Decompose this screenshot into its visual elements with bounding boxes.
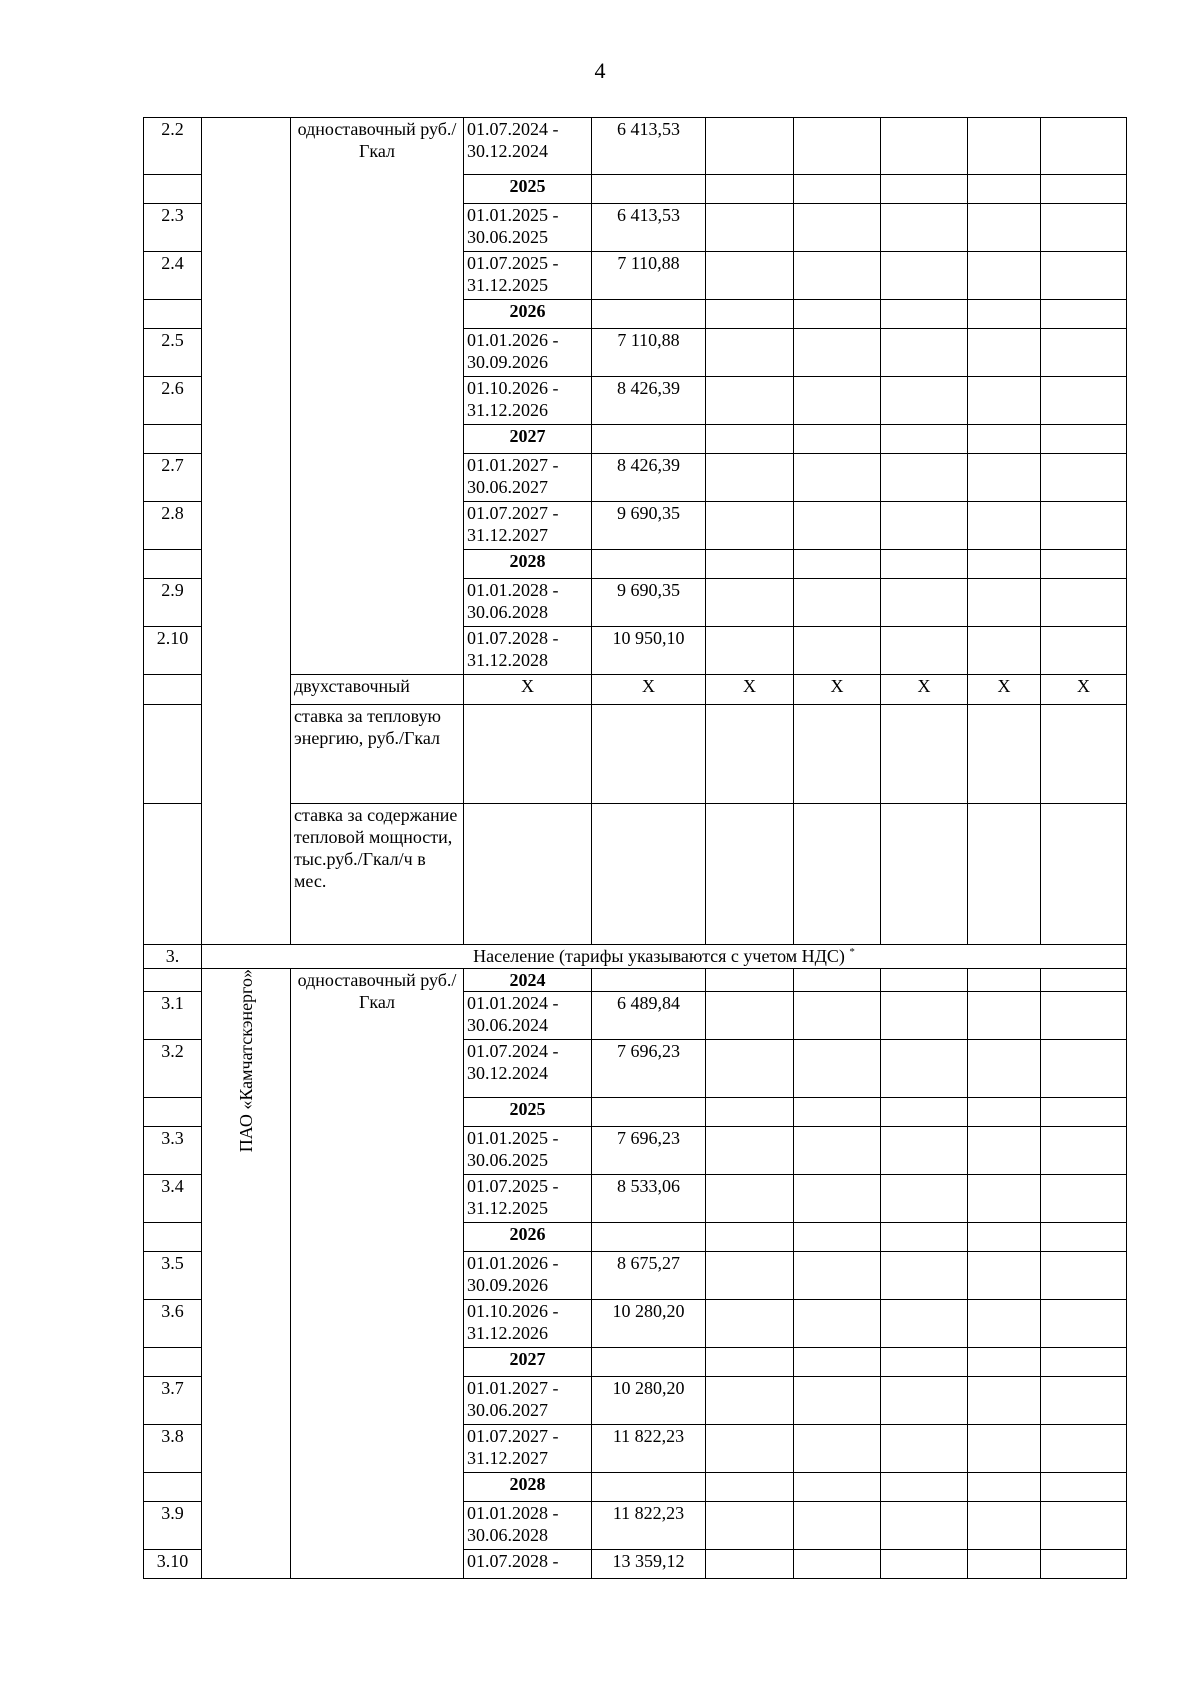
- empty-cell: [1041, 627, 1127, 675]
- row-number: 2.9: [144, 579, 202, 627]
- period: 01.07.2024 - 30.12.2024: [464, 118, 592, 175]
- x-mark: X: [881, 675, 968, 705]
- row-number: [144, 675, 202, 705]
- empty-cell: [592, 1348, 706, 1377]
- table-row: [144, 118, 1127, 175]
- empty-cell: [881, 1127, 968, 1175]
- empty-cell: [881, 1175, 968, 1223]
- empty-cell: [881, 425, 968, 454]
- empty-cell: [881, 992, 968, 1040]
- tariff-value: 11 822,23: [592, 1425, 706, 1473]
- empty-cell: [794, 804, 881, 945]
- empty-cell: [1041, 502, 1127, 550]
- tariff-value: 7 110,88: [592, 252, 706, 300]
- empty-cell: [592, 425, 706, 454]
- empty-cell: [794, 1300, 881, 1348]
- empty-cell: [881, 204, 968, 252]
- empty-cell: [706, 1348, 794, 1377]
- empty-cell: [881, 1300, 968, 1348]
- tariff-value: 7 110,88: [592, 329, 706, 377]
- empty-cell: [881, 1252, 968, 1300]
- empty-cell: [794, 1175, 881, 1223]
- tariff-value: 7 696,23: [592, 1040, 706, 1098]
- empty-cell: [1041, 252, 1127, 300]
- empty-cell: [706, 1425, 794, 1473]
- empty-cell: [794, 425, 881, 454]
- empty-cell: [592, 804, 706, 945]
- period: 01.07.2027 - 31.12.2027: [464, 502, 592, 550]
- tariff-value: 9 690,35: [592, 579, 706, 627]
- empty-cell: [968, 329, 1041, 377]
- empty-cell: [706, 804, 794, 945]
- row-number: 3.6: [144, 1300, 202, 1348]
- empty-cell: [968, 1550, 1041, 1579]
- year-label: 2025: [464, 1098, 592, 1127]
- empty-cell: [794, 118, 881, 175]
- tariff-table: [143, 117, 1127, 1579]
- period: 01.07.2025 - 31.12.2025: [464, 1175, 592, 1223]
- empty-cell: [881, 1502, 968, 1550]
- empty-cell: [794, 1040, 881, 1098]
- organization-cell: [202, 969, 291, 1579]
- empty-cell: [881, 1098, 968, 1127]
- empty-cell: [968, 550, 1041, 579]
- x-mark: X: [706, 675, 794, 705]
- empty-cell: [968, 252, 1041, 300]
- period: 01.01.2026 - 30.09.2026: [464, 329, 592, 377]
- empty-cell: [794, 1550, 881, 1579]
- empty-cell: [968, 705, 1041, 804]
- empty-cell: [968, 1300, 1041, 1348]
- empty-cell: [1041, 1175, 1127, 1223]
- tariff-value: 8 675,27: [592, 1252, 706, 1300]
- empty-cell: [592, 1223, 706, 1252]
- two-rate-label: двухставочный: [291, 675, 464, 705]
- empty-cell: [592, 705, 706, 804]
- row-number: [144, 1473, 202, 1502]
- empty-cell: [968, 425, 1041, 454]
- empty-cell: [881, 1223, 968, 1252]
- empty-cell: [968, 502, 1041, 550]
- year-label: 2024: [464, 969, 592, 992]
- empty-cell: [706, 1040, 794, 1098]
- period: 01.01.2028 - 30.06.2028: [464, 579, 592, 627]
- footnote-mark: *: [849, 946, 855, 958]
- empty-cell: [1041, 969, 1127, 992]
- empty-cell: [706, 1098, 794, 1127]
- row-number: [144, 425, 202, 454]
- empty-cell: [881, 377, 968, 425]
- empty-cell: [706, 1127, 794, 1175]
- empty-cell: [881, 118, 968, 175]
- empty-cell: [1041, 1223, 1127, 1252]
- tariff-type: одноставочный руб./Гкал: [291, 118, 464, 675]
- empty-cell: [794, 550, 881, 579]
- empty-cell: [968, 1127, 1041, 1175]
- empty-cell: [794, 329, 881, 377]
- empty-cell: [968, 1502, 1041, 1550]
- empty-cell: [706, 1300, 794, 1348]
- empty-cell: [794, 204, 881, 252]
- empty-cell: [464, 705, 592, 804]
- empty-cell: [706, 377, 794, 425]
- tariff-type: одноставочный руб./Гкал: [291, 969, 464, 1579]
- empty-cell: [1041, 1550, 1127, 1579]
- empty-cell: [794, 175, 881, 204]
- empty-cell: [464, 804, 592, 945]
- organization-name: ПАО «Камчатскэнерго»: [236, 969, 256, 1153]
- row-number: 2.5: [144, 329, 202, 377]
- empty-cell: [1041, 550, 1127, 579]
- empty-cell: [881, 1473, 968, 1502]
- empty-cell: [592, 1473, 706, 1502]
- empty-cell: [881, 1425, 968, 1473]
- period: 01.07.2027 - 31.12.2027: [464, 1425, 592, 1473]
- empty-cell: [881, 969, 968, 992]
- empty-cell: [794, 627, 881, 675]
- period: 01.01.2028 - 30.06.2028: [464, 1502, 592, 1550]
- empty-cell: [881, 627, 968, 675]
- row-number: 3.1: [144, 992, 202, 1040]
- empty-cell: [881, 579, 968, 627]
- empty-cell: [1041, 1040, 1127, 1098]
- empty-cell: [706, 1223, 794, 1252]
- empty-cell: [1041, 804, 1127, 945]
- empty-cell: [881, 329, 968, 377]
- empty-cell: [881, 550, 968, 579]
- empty-cell: [706, 1473, 794, 1502]
- row-number: [144, 969, 202, 992]
- x-mark: X: [794, 675, 881, 705]
- empty-cell: [881, 502, 968, 550]
- empty-cell: [794, 992, 881, 1040]
- empty-cell: [706, 1550, 794, 1579]
- organization-cell: [202, 118, 291, 945]
- row-number: 3.2: [144, 1040, 202, 1098]
- empty-cell: [881, 804, 968, 945]
- empty-cell: [881, 1377, 968, 1425]
- year-row: [144, 969, 1127, 992]
- row-number: 3.9: [144, 1502, 202, 1550]
- empty-cell: [794, 300, 881, 329]
- empty-cell: [1041, 377, 1127, 425]
- empty-cell: [794, 969, 881, 992]
- empty-cell: [968, 579, 1041, 627]
- page-number: 4: [594, 58, 606, 83]
- empty-cell: [706, 1252, 794, 1300]
- row-number: [144, 804, 202, 945]
- empty-cell: [794, 1098, 881, 1127]
- row-number: 3.7: [144, 1377, 202, 1425]
- empty-cell: [1041, 1252, 1127, 1300]
- period: 01.01.2025 - 30.06.2025: [464, 204, 592, 252]
- year-label: 2026: [464, 300, 592, 329]
- row-number: [144, 175, 202, 204]
- empty-cell: [706, 705, 794, 804]
- tariff-value: 6 413,53: [592, 118, 706, 175]
- empty-cell: [1041, 579, 1127, 627]
- row-number: 3.10: [144, 1550, 202, 1579]
- two-rate-label: ставка за содержание тепловой мощности, тыс.руб./Гкал/ч в мес.: [291, 804, 464, 945]
- empty-cell: [968, 804, 1041, 945]
- row-number: [144, 300, 202, 329]
- empty-cell: [1041, 454, 1127, 502]
- tariff-value: 10 950,10: [592, 627, 706, 675]
- two-rate-label: ставка за тепловую энергию, руб./Гкал: [291, 705, 464, 804]
- empty-cell: [968, 1098, 1041, 1127]
- empty-cell: [794, 1223, 881, 1252]
- empty-cell: [881, 705, 968, 804]
- tariff-value: 8 533,06: [592, 1175, 706, 1223]
- empty-cell: [968, 204, 1041, 252]
- row-number: [144, 1348, 202, 1377]
- year-label: 2027: [464, 1348, 592, 1377]
- tariff-value: 9 690,35: [592, 502, 706, 550]
- period: 01.07.2024 - 30.12.2024: [464, 1040, 592, 1098]
- empty-cell: [794, 502, 881, 550]
- empty-cell: [706, 1175, 794, 1223]
- empty-cell: [968, 969, 1041, 992]
- empty-cell: [968, 1223, 1041, 1252]
- empty-cell: [881, 454, 968, 502]
- empty-cell: [794, 252, 881, 300]
- tariff-value: 7 696,23: [592, 1127, 706, 1175]
- empty-cell: [1041, 1502, 1127, 1550]
- empty-cell: [1041, 329, 1127, 377]
- x-mark: X: [968, 675, 1041, 705]
- row-number: 3.4: [144, 1175, 202, 1223]
- empty-cell: [968, 1473, 1041, 1502]
- empty-cell: [706, 300, 794, 329]
- empty-cell: [706, 118, 794, 175]
- empty-cell: [968, 1377, 1041, 1425]
- period: 01.01.2024 - 30.06.2024: [464, 992, 592, 1040]
- row-number: 2.7: [144, 454, 202, 502]
- empty-cell: [794, 454, 881, 502]
- row-number: 2.8: [144, 502, 202, 550]
- empty-cell: [1041, 1348, 1127, 1377]
- row-number: 2.2: [144, 118, 202, 175]
- tariff-value: 11 822,23: [592, 1502, 706, 1550]
- empty-cell: [706, 992, 794, 1040]
- x-mark: X: [464, 675, 592, 705]
- empty-cell: [1041, 1473, 1127, 1502]
- period: 01.10.2026 - 31.12.2026: [464, 1300, 592, 1348]
- empty-cell: [968, 1252, 1041, 1300]
- year-label: 2028: [464, 550, 592, 579]
- row-number: 2.6: [144, 377, 202, 425]
- empty-cell: [794, 1502, 881, 1550]
- empty-cell: [1041, 1425, 1127, 1473]
- empty-cell: [592, 1098, 706, 1127]
- empty-cell: [794, 1425, 881, 1473]
- empty-cell: [881, 252, 968, 300]
- empty-cell: [794, 1473, 881, 1502]
- empty-cell: [968, 377, 1041, 425]
- empty-cell: [1041, 175, 1127, 204]
- empty-cell: [881, 300, 968, 329]
- period: 01.10.2026 - 31.12.2026: [464, 377, 592, 425]
- empty-cell: [706, 329, 794, 377]
- empty-cell: [968, 1348, 1041, 1377]
- row-number: [144, 550, 202, 579]
- empty-cell: [968, 992, 1041, 1040]
- row-number: [144, 1223, 202, 1252]
- tariff-value: 10 280,20: [592, 1300, 706, 1348]
- empty-cell: [706, 425, 794, 454]
- tariff-value: 13 359,12: [592, 1550, 706, 1579]
- row-number: [144, 1098, 202, 1127]
- tariff-value: 8 426,39: [592, 454, 706, 502]
- section-header-row: [144, 945, 1127, 969]
- empty-cell: [706, 969, 794, 992]
- empty-cell: [968, 118, 1041, 175]
- empty-cell: [706, 1377, 794, 1425]
- section-title: Население (тарифы указываются с учетом НДС): [473, 946, 845, 966]
- empty-cell: [968, 1175, 1041, 1223]
- empty-cell: [794, 1252, 881, 1300]
- tariff-value: 6 489,84: [592, 992, 706, 1040]
- row-number: 2.4: [144, 252, 202, 300]
- empty-cell: [794, 705, 881, 804]
- year-label: 2028: [464, 1473, 592, 1502]
- period: 01.07.2028 -: [464, 1550, 592, 1579]
- empty-cell: [968, 175, 1041, 204]
- empty-cell: [1041, 300, 1127, 329]
- row-number: 3.8: [144, 1425, 202, 1473]
- two-rate-row: [144, 675, 1127, 705]
- empty-cell: [1041, 992, 1127, 1040]
- empty-cell: [1041, 1098, 1127, 1127]
- row-number: [144, 705, 202, 804]
- period: 01.07.2025 - 31.12.2025: [464, 252, 592, 300]
- empty-cell: [794, 1348, 881, 1377]
- period: 01.01.2027 - 30.06.2027: [464, 1377, 592, 1425]
- empty-cell: [881, 1348, 968, 1377]
- empty-cell: [706, 204, 794, 252]
- empty-cell: [706, 252, 794, 300]
- empty-cell: [1041, 705, 1127, 804]
- empty-cell: [1041, 118, 1127, 175]
- tariff-value: 8 426,39: [592, 377, 706, 425]
- empty-cell: [881, 1550, 968, 1579]
- tariff-value: 10 280,20: [592, 1377, 706, 1425]
- empty-cell: [706, 454, 794, 502]
- x-mark: X: [1041, 675, 1127, 705]
- section-number: 3.: [144, 945, 202, 969]
- empty-cell: [794, 579, 881, 627]
- year-label: 2025: [464, 175, 592, 204]
- empty-cell: [794, 1127, 881, 1175]
- empty-cell: [968, 627, 1041, 675]
- empty-cell: [1041, 1300, 1127, 1348]
- empty-cell: [706, 627, 794, 675]
- tariff-value: 6 413,53: [592, 204, 706, 252]
- row-number: 3.5: [144, 1252, 202, 1300]
- empty-cell: [968, 454, 1041, 502]
- empty-cell: [706, 550, 794, 579]
- two-rate-row: [144, 705, 1127, 804]
- row-number: 3.3: [144, 1127, 202, 1175]
- year-label: 2026: [464, 1223, 592, 1252]
- empty-cell: [881, 175, 968, 204]
- empty-cell: [881, 1040, 968, 1098]
- empty-cell: [794, 1377, 881, 1425]
- period: 01.01.2026 - 30.09.2026: [464, 1252, 592, 1300]
- empty-cell: [968, 1425, 1041, 1473]
- empty-cell: [968, 300, 1041, 329]
- empty-cell: [592, 300, 706, 329]
- empty-cell: [592, 550, 706, 579]
- period: 01.01.2025 - 30.06.2025: [464, 1127, 592, 1175]
- empty-cell: [1041, 204, 1127, 252]
- empty-cell: [794, 377, 881, 425]
- row-number: 2.3: [144, 204, 202, 252]
- empty-cell: [1041, 425, 1127, 454]
- empty-cell: [706, 502, 794, 550]
- empty-cell: [592, 175, 706, 204]
- row-number: 2.10: [144, 627, 202, 675]
- x-mark: X: [592, 675, 706, 705]
- period: 01.07.2028 - 31.12.2028: [464, 627, 592, 675]
- empty-cell: [1041, 1377, 1127, 1425]
- period: 01.01.2027 - 30.06.2027: [464, 454, 592, 502]
- two-rate-row: [144, 804, 1127, 945]
- empty-cell: [968, 1040, 1041, 1098]
- empty-cell: [706, 579, 794, 627]
- section-title-cell: [202, 945, 1127, 969]
- year-label: 2027: [464, 425, 592, 454]
- empty-cell: [592, 969, 706, 992]
- empty-cell: [706, 175, 794, 204]
- empty-cell: [706, 1502, 794, 1550]
- empty-cell: [1041, 1127, 1127, 1175]
